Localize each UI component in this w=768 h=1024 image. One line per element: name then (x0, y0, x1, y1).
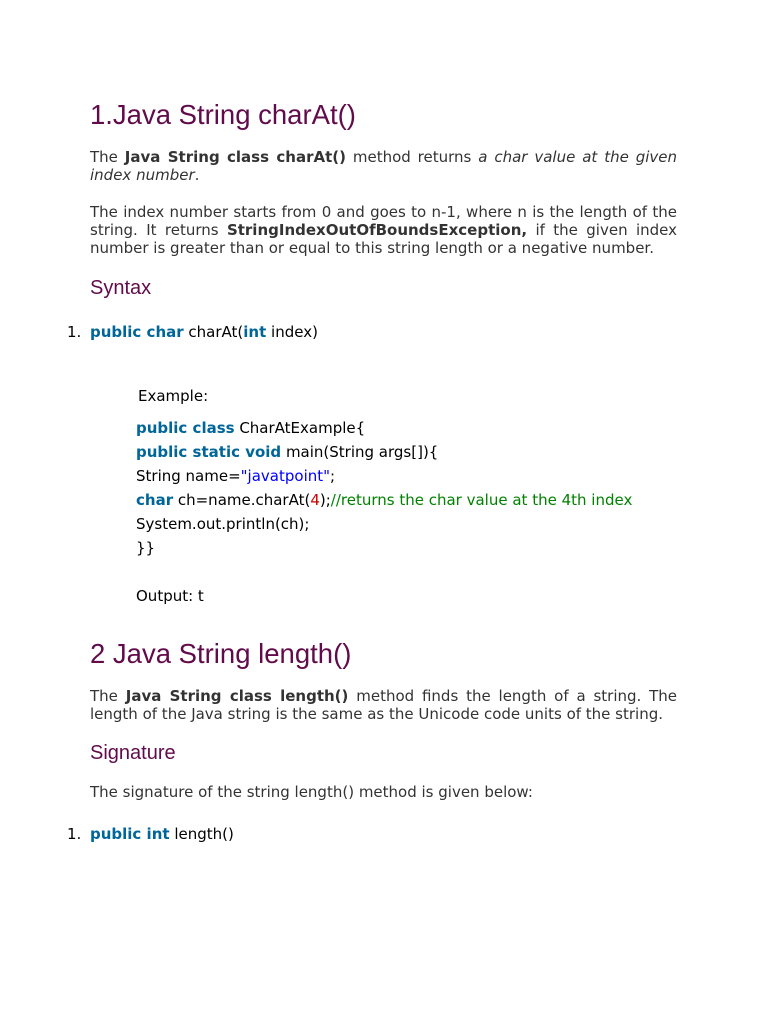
length-section-heading: 2 Java String length() (90, 638, 352, 669)
charat-details-paragraph (90, 203, 677, 257)
number-literal: 4 (310, 491, 320, 509)
signature-intro-paragraph: The signature of the string length() method is given below: (90, 783, 533, 801)
code-text: }} (136, 539, 156, 557)
list-number: 1. (67, 825, 82, 843)
string-literal: "javatpoint" (240, 467, 331, 485)
keyword-token: public static void (136, 443, 282, 461)
length-intro-paragraph (90, 687, 677, 723)
code-text: String name= (136, 467, 241, 485)
bold-term: StringIndexOutOfBoundsException, (226, 221, 528, 239)
code-text: CharAtExample{ (234, 419, 366, 437)
signature-heading: Signature (90, 742, 176, 764)
code-line (136, 536, 677, 560)
code-text: length() (169, 825, 234, 843)
code-text: main(String args[]){ (281, 443, 439, 461)
keyword-token: int (243, 323, 267, 341)
code-text: ch=name.charAt( (173, 491, 311, 509)
code-text: ; (330, 467, 336, 485)
list-number: 1. (67, 323, 82, 341)
code-text: ); (319, 491, 331, 509)
code-line (136, 416, 677, 440)
text-run: . (194, 166, 200, 184)
text-run: The (90, 687, 126, 705)
charat-intro-paragraph (90, 148, 677, 184)
keyword-token: public class (136, 419, 235, 437)
keyword-token: public int (90, 825, 170, 843)
syntax-code (90, 323, 318, 341)
example-label: Example: (138, 387, 209, 405)
code-line (136, 464, 677, 488)
text-run: method returns (345, 148, 479, 166)
program-output: Output: t (136, 587, 204, 605)
syntax-heading: Syntax (90, 277, 152, 299)
bold-term: Java String class charAt() (124, 148, 346, 166)
code-text: charAt( (183, 323, 244, 341)
code-comment: //returns the char value at the 4th index (330, 491, 633, 509)
signature-code (90, 825, 234, 843)
keyword-token: public char (90, 323, 184, 341)
text-run: method finds the length of a string. The length of the Java string is the same as the Unicode code units of the string. (90, 687, 678, 723)
code-line (136, 488, 677, 512)
text-run: The (90, 148, 125, 166)
charat-section-heading: 1.Java String charAt() (90, 99, 356, 130)
keyword-token: char (136, 491, 174, 509)
code-line (136, 440, 677, 464)
text-run: if the given index number is greater than or equal to this string length or a negative number. (90, 221, 677, 257)
code-line (136, 512, 677, 536)
signature-list-item (67, 825, 677, 843)
code-text: System.out.println(ch); (136, 515, 310, 533)
code-text: index) (266, 323, 318, 341)
text-run: The index number starts from 0 and goes to n-1, where n is the length of the string. It returns (90, 203, 677, 239)
code-example (136, 416, 677, 560)
italic-phrase: a char value at the given index number (90, 148, 677, 184)
bold-term: Java String class length() (125, 687, 349, 705)
syntax-list-item (67, 323, 677, 341)
